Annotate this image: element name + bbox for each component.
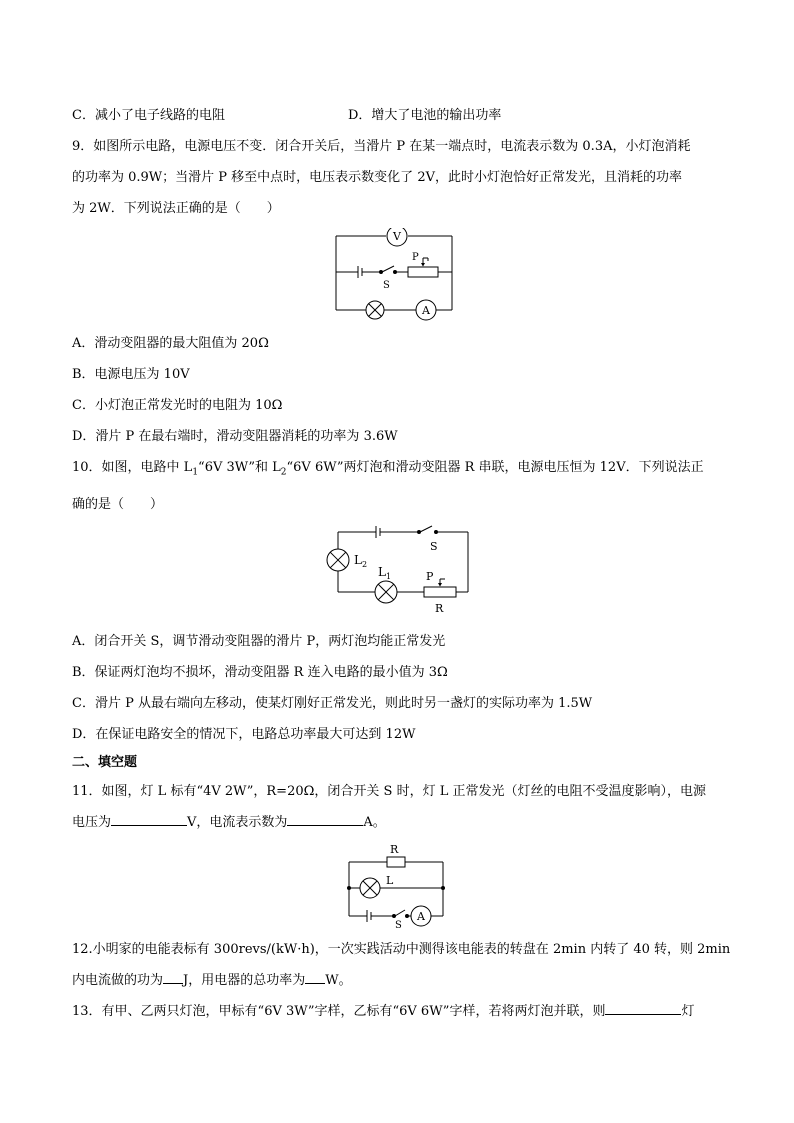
q10-option-d: D．在保证电路安全的情况下，电路总功率最大可达到 12W bbox=[72, 726, 416, 742]
q12-stem-part: W。 bbox=[325, 972, 352, 988]
q11-junction-right bbox=[441, 886, 445, 890]
q9-slider-label: P bbox=[412, 252, 419, 263]
q11-junction-left bbox=[347, 886, 351, 890]
q9-stem-line-2: 的功率为 0.9W；当滑片 P 移至中点时，电压表示数变化了 2V，此时小灯泡恰好正常发光，且消耗的功率 bbox=[72, 170, 682, 185]
q11-stem-part: V，电流表示数为 bbox=[187, 814, 288, 830]
q11-ammeter-label: A bbox=[417, 909, 425, 923]
q13-lamp-blank[interactable] bbox=[605, 1000, 681, 1015]
q11-circuit-figure bbox=[72, 842, 724, 928]
q10-option-a: A．闭合开关 S，调节滑动变阻器的滑片 P，两灯泡均能正常发光 bbox=[72, 633, 446, 649]
q10-l1-subscript: 1 bbox=[192, 467, 199, 478]
q8-option-c: C．减小了电子线路的电阻 bbox=[72, 108, 225, 123]
q8-option-d: D．增大了电池的输出功率 bbox=[348, 108, 502, 123]
q10-stem-part: 10．如图，电路中 L bbox=[72, 460, 193, 475]
q10-resistor-label: R bbox=[435, 601, 444, 615]
q10-lamp1-label bbox=[378, 565, 391, 581]
q9-slider-arrowhead bbox=[421, 263, 425, 267]
q10-option-b: B．保证两灯泡均不损坏，滑动变阻器 R 连入电路的最小值为 3Ω bbox=[72, 664, 448, 680]
q13-stem-part: 13．有甲、乙两只灯泡，甲标有“6V 3W”字样，乙标有“6V 6W”字样，若将两灯泡并联，则 bbox=[72, 1003, 606, 1019]
q10-stem-line-1 bbox=[72, 452, 724, 489]
q13-stem-line-1 bbox=[72, 996, 724, 1027]
q11-current-blank[interactable] bbox=[287, 811, 363, 826]
q12-stem-line-1: 12.小明家的电能表标有 300revs/(kW·h)，一次实践活动中测得该电能表的转盘在 2min 内转了 40 转，则 2min bbox=[72, 941, 731, 957]
q11-stem-part: 电压为 bbox=[72, 814, 112, 830]
q11-circuit-diagram bbox=[343, 842, 453, 928]
q10-lamp2-subscript: 2 bbox=[361, 559, 368, 569]
q10-stem-part: “6V 6W”两灯泡和滑动变阻器 R 串联，电源电压恒为 12V．下列说法正 bbox=[286, 460, 704, 475]
q9-option-d: D．滑片 P 在最右端时，滑动变阻器消耗的功率为 3.6W bbox=[72, 429, 398, 444]
q10-circuit-diagram bbox=[318, 524, 478, 620]
q10-stem-part: “6V 3W”和 L bbox=[198, 460, 281, 475]
q10-slider-arrowhead bbox=[438, 583, 442, 587]
q10-circuit-figure bbox=[72, 524, 724, 620]
q11-stem-line-2 bbox=[72, 807, 724, 838]
q13-stem-part: 灯 bbox=[681, 1003, 695, 1019]
q11-stem-line-1: 11．如图，灯 L 标有“4V 2W”，R=20Ω，闭合开关 S 时，灯 L 正常发光（灯丝的电阻不受温度影响），电源 bbox=[72, 783, 706, 799]
q9-option-c: C．小灯泡正常发光时的电阻为 10Ω bbox=[72, 398, 283, 413]
q10-l2-subscript: 2 bbox=[280, 467, 287, 478]
q12-power-blank[interactable] bbox=[305, 969, 325, 984]
q10-switch-label: S bbox=[430, 539, 438, 553]
q10-option-c: C．滑片 P 从最右端向左移动，使某灯刚好正常发光，则此时另一盏灯的实际功率为 1.5W bbox=[72, 695, 593, 711]
q9-stem-line-3: 为 2W．下列说法正确的是（ ） bbox=[72, 201, 280, 216]
q9-circuit-diagram bbox=[328, 228, 468, 322]
q11-lamp-label: L bbox=[386, 873, 394, 887]
q9-option-b: B．电源电压为 10V bbox=[72, 367, 190, 382]
q12-work-blank[interactable] bbox=[163, 969, 183, 984]
q9-circuit-figure bbox=[72, 228, 724, 322]
q8-options bbox=[72, 100, 724, 131]
q12-stem-part: 内电流做的功为 bbox=[72, 972, 164, 988]
worksheet-page bbox=[72, 100, 731, 1027]
q9-switch-label: S bbox=[383, 280, 390, 291]
q9-stem-line-1: 9．如图所示电路，电源电压不变．闭合开关后，当滑片 P 在某一端点时，电流表示数为 0.3A，小灯泡消耗 bbox=[72, 139, 691, 154]
q10-lamp2-label bbox=[354, 553, 367, 569]
q12-stem-part: J，用电器的总功率为 bbox=[183, 972, 306, 988]
q10-slider-label: P bbox=[426, 569, 434, 583]
q9-ammeter-label: A bbox=[422, 304, 430, 317]
q11-switch-label: S bbox=[395, 919, 402, 928]
q10-lamp1-letter: L bbox=[378, 564, 386, 579]
q9-option-a: A．滑动变阻器的最大阻值为 20Ω bbox=[72, 336, 269, 351]
q10-lamp2-letter: L bbox=[354, 552, 362, 567]
q11-resistor-label: R bbox=[390, 842, 399, 856]
q9-voltmeter-label: V bbox=[393, 230, 401, 243]
q11-stem-part: A。 bbox=[363, 814, 386, 830]
section-title-fill-in: 二、填空题 bbox=[72, 754, 138, 770]
q11-voltage-blank[interactable] bbox=[111, 811, 187, 826]
q12-stem-line-2 bbox=[72, 965, 724, 996]
q10-lamp1-subscript: 1 bbox=[385, 571, 392, 581]
q10-stem-line-2: 确的是（ ） bbox=[72, 496, 164, 512]
